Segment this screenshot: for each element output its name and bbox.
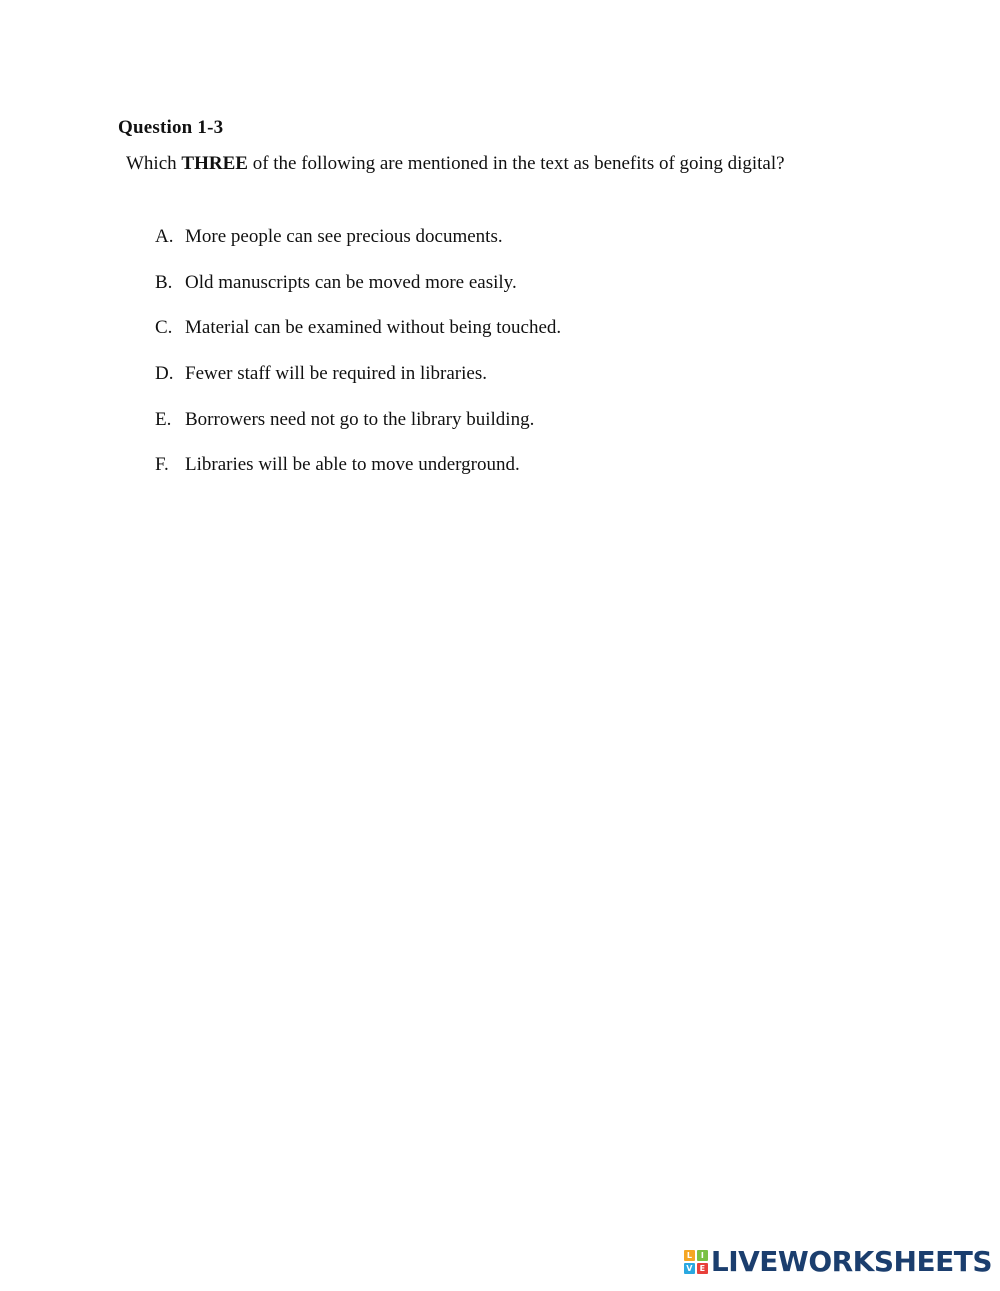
option-text: Material can be examined without being touched. (185, 317, 562, 339)
logo-tile-l: L (684, 1250, 695, 1261)
prompt-emphasis: THREE (181, 153, 248, 174)
option-letter: A. (155, 226, 174, 247)
question-heading: Question 1-3 (118, 117, 224, 138)
prompt-text-before: Which (126, 153, 182, 174)
logo-text: LIVEWORKSHEETS (710, 1245, 992, 1278)
option-text: Fewer staff will be required in libraries. (185, 363, 487, 385)
option-b[interactable] (155, 272, 561, 318)
option-a[interactable] (155, 226, 561, 272)
option-letter: B. (155, 271, 173, 293)
option-text: Libraries will be able to move underground. (185, 454, 520, 476)
option-text: Old manuscripts can be moved more easily. (185, 271, 517, 293)
option-d[interactable] (155, 363, 561, 409)
option-letter: C. (155, 317, 173, 339)
prompt-text-after: of the following are mentioned in the text as benefits of going digital? (247, 153, 785, 174)
answer-options (155, 226, 561, 500)
option-letter: F. (155, 454, 169, 476)
option-e[interactable] (155, 409, 561, 455)
logo-mark-icon (684, 1250, 708, 1274)
option-text: Borrowers need not go to the library building. (185, 408, 535, 430)
option-letter: E. (155, 408, 172, 430)
option-c[interactable] (155, 317, 561, 363)
logo-tile-v: V (684, 1263, 695, 1274)
option-f[interactable] (155, 454, 561, 500)
option-text: More people can see precious documents. (185, 226, 503, 247)
logo-tile-i: I (697, 1250, 708, 1261)
liveworksheets-logo (684, 1247, 992, 1277)
question-prompt (126, 153, 785, 175)
logo-tile-e: E (697, 1263, 708, 1274)
option-letter: D. (155, 363, 174, 385)
